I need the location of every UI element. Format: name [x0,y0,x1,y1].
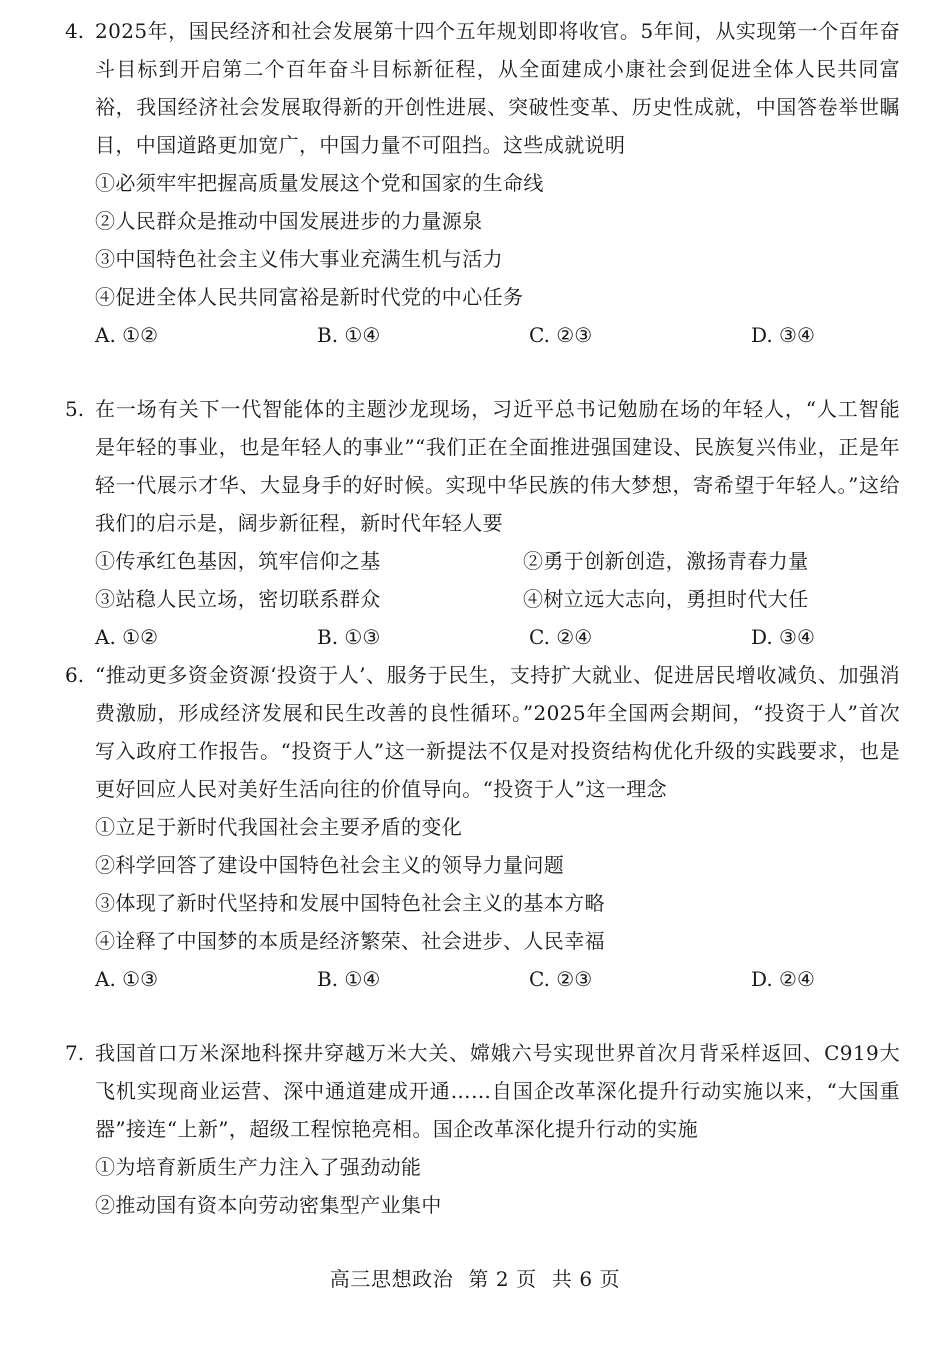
question-stem: “推动更多资金资源‘投资于人’、服务于民生，支持扩大就业、促进居民增收减负、加强消费激励，形成经济发展和民生改善的良性循环。”2025年全国两会期间，“投资于人”首次写入政府工作报告。“投资于人”这一新提法不仅是对投资结构优化升级的实践要求，也是更好回应人民对美好生活向往的价值导向。“投资于人”这一理念 [95,663,900,801]
option-2: ②人民群众是推动中国发展进步的力量源泉 [95,209,483,233]
answer-d: D. ②④ [751,967,815,991]
option-4: ④促进全体人民共同富裕是新时代党的中心任务 [95,285,524,309]
answer-d: D. ③④ [751,625,815,649]
footer-subject: 高三思想政治 [329,1267,454,1291]
question-number: 7. [65,1041,85,1065]
question-4 [65,12,900,354]
page-footer [0,1262,950,1296]
option-1: ①必须牢牢把握高质量发展这个党和国家的生命线 [95,171,544,195]
question-stem: 在一场有关下一代智能体的主题沙龙现场，习近平总书记勉励在场的年轻人，“人工智能是年轻的事业，也是年轻人的事业”“我们正在全面推进强国建设、民族复兴伟业，正是年轻一代展示才华、大显身手的好时候。实现中华民族的伟大梦想，寄希望于年轻人。”这给我们的启示是，阔步新征程，新时代年轻人要 [95,397,900,535]
question-7 [65,1034,900,1224]
answer-a: A. ①② [95,323,159,347]
footer-total-pages: 共 6 页 [551,1267,621,1291]
answer-choices [95,960,900,998]
option-1: ①立足于新时代我国社会主要矛盾的变化 [95,815,463,839]
answer-c: C. ②④ [529,625,593,649]
option-2: ②推动国有资本向劳动密集型产业集中 [95,1193,442,1217]
answer-a: A. ①② [95,625,159,649]
option-grid [95,542,900,618]
option-3: ③站稳人民立场，密切联系群众 [95,587,381,611]
option-4: ④树立远大志向，勇担时代大任 [523,587,809,611]
answer-c: C. ②③ [529,323,593,347]
footer-page-number: 第 2 页 [468,1267,537,1291]
question-number: 6. [65,663,85,687]
answer-choices [95,316,900,354]
question-5 [65,390,900,656]
question-6 [65,656,900,998]
answer-b: B. ①④ [317,967,381,991]
answer-d: D. ③④ [751,323,815,347]
option-2: ②科学回答了建设中国特色社会主义的领导力量问题 [95,853,565,877]
answer-b: B. ①③ [317,625,381,649]
option-3: ③中国特色社会主义伟大事业充满生机与活力 [95,247,503,271]
answer-choices [95,618,900,656]
question-stem: 我国首口万米深地科探井穿越万米大关、嫦娥六号实现世界首次月背采样返回、C919大飞机实现商业运营、深中通道建成开通……自国企改革深化提升行动实施以来，“大国重器”接连“上新”，超级工程惊艳亮相。国企改革深化提升行动的实施 [95,1041,900,1141]
question-stem: 2025年，国民经济和社会发展第十四个五年规划即将收官。5年间，从实现第一个百年奋斗目标到开启第二个百年奋斗目标新征程，从全面建成小康社会到促进全体人民共同富裕，我国经济社会发展取得新的开创性进展、突破性变革、历史性成就，中国答卷举世瞩目，中国道路更加宽广，中国力量不可阻挡。这些成就说明 [95,19,900,157]
option-1: ①传承红色基因，筑牢信仰之基 [95,549,381,573]
option-4: ④诠释了中国梦的本质是经济繁荣、社会进步、人民幸福 [95,929,605,953]
option-3: ③体现了新时代坚持和发展中国特色社会主义的基本方略 [95,891,605,915]
answer-b: B. ①④ [317,323,381,347]
option-1: ①为培育新质生产力注入了强劲动能 [95,1155,422,1179]
question-number: 4. [65,19,85,43]
answer-a: A. ①③ [95,967,159,991]
option-2: ②勇于创新创造，激扬青春力量 [523,549,809,573]
answer-c: C. ②③ [529,967,593,991]
question-number: 5. [65,397,85,421]
